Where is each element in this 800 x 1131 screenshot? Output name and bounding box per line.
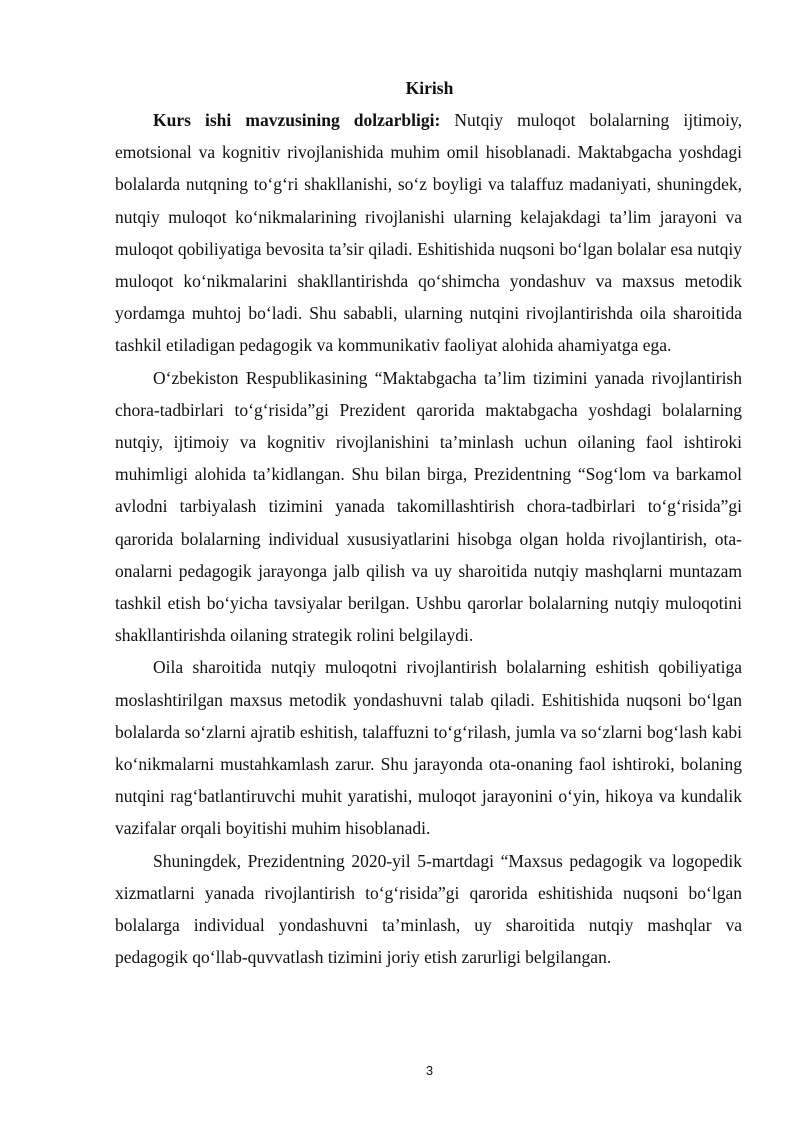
- paragraph-text: Nutqiy muloqot bolalarning ijtimoiy, emotsional va kognitiv rivojlanishida muhim omil hisoblanadi. Maktabgacha yoshdagi bolalarda nutqning to‘g‘ri shakllanishi, so‘z boyligi va talaffuz madaniyati, shuningdek, nutqiy muloqot ko‘nikmalarining rivojlanishi ularning kelajakdagi ta’lim jarayoni va muloqot qobiliyatiga bevosita ta’sir qiladi. Eshitishida nuqsoni bo‘lgan bolalar esa nutqiy muloqot ko‘nikmalarini shakllantirishda qo‘shimcha yondashuv va maxsus metodik yordamga muhtoj bo‘ladi. Shu sababli, ularning nutqini rivojlantirishda oila sharoitida tashkil etiladigan pedagogik va kommunikativ faoliyat alohida ahamiyatga ega.: [115, 110, 743, 356]
- body-text: [115, 104, 742, 973]
- paragraph-decrees: O‘zbekiston Respublikasining “Maktabgacha ta’lim tizimini yanada rivojlantirish chora-tadbirlari to‘g‘risida”gi Prezident qarorida maktabgacha yoshdagi bolalarning nutqiy, ijtimoiy va kognitiv rivojlanishini ta’minlash uchun oilaning faol ishtiroki muhimligi alohida ta’kidlangan. Shu bilan birga, Prezidentning “Sog‘lom va barkamol avlodni tarbiyalash tizimini yanada takomillashtirish chora-tadbirlari to‘g‘risida”gi qarorida bolalarning individual xususiyatlarini hisobga olgan holda rivojlantirish, ota-onalarni pedagogik jarayonga jalb qilish va uy sharoitida nutqiy mashqlarni muntazam tashkil etish bo‘yicha tavsiyalar berilgan. Ushbu qarorlar bolalarning nutqiy muloqotini shakllantirishda oilaning strategik rolini belgilaydi.: [115, 367, 742, 646]
- paragraph-family-role: Oila sharoitida nutqiy muloqotni rivojlantirish bolalarning eshitish qobiliyatiga moslashtirilgan maxsus metodik yondashuvni talab qiladi. Eshitishida nuqsoni bo‘lgan bolalarda so‘zlarni ajratib eshitish, talaffuzni to‘g‘rilash, jumla va so‘zlarni bog‘lash kabi ko‘nikmalarni mustahkamlash zarur. Shu jarayonda ota-onaning faol ishtiroki, bolaning nutqini rag‘batlantiruvchi muhit yaratishi, muloqot jarayonini o‘yin, hikoya va kundalik vazifalar orqali boyitishi muhim hisoblanadi.: [115, 657, 742, 839]
- page-number: 3: [425, 1063, 434, 1078]
- paragraph-relevance: [115, 104, 742, 362]
- page-title: Kirish: [405, 78, 454, 98]
- paragraph-lead: Kurs ishi mavzusining dolzarbligi:: [153, 110, 441, 130]
- paragraph-2020-decree: Shuningdek, Prezidentning 2020-yil 5-martdagi “Maxsus pedagogik va logopedik xizmatlarni yanada rivojlantirish to‘g‘risida”gi qarorida eshitishida nuqsoni bo‘lgan bolalarga individual yondashuvni ta’minlash, uy sharoitida nutqiy mashqlar va pedagogik qo‘llab-quvvatlash tizimini joriy etish zarurligi belgilangan.: [115, 850, 742, 968]
